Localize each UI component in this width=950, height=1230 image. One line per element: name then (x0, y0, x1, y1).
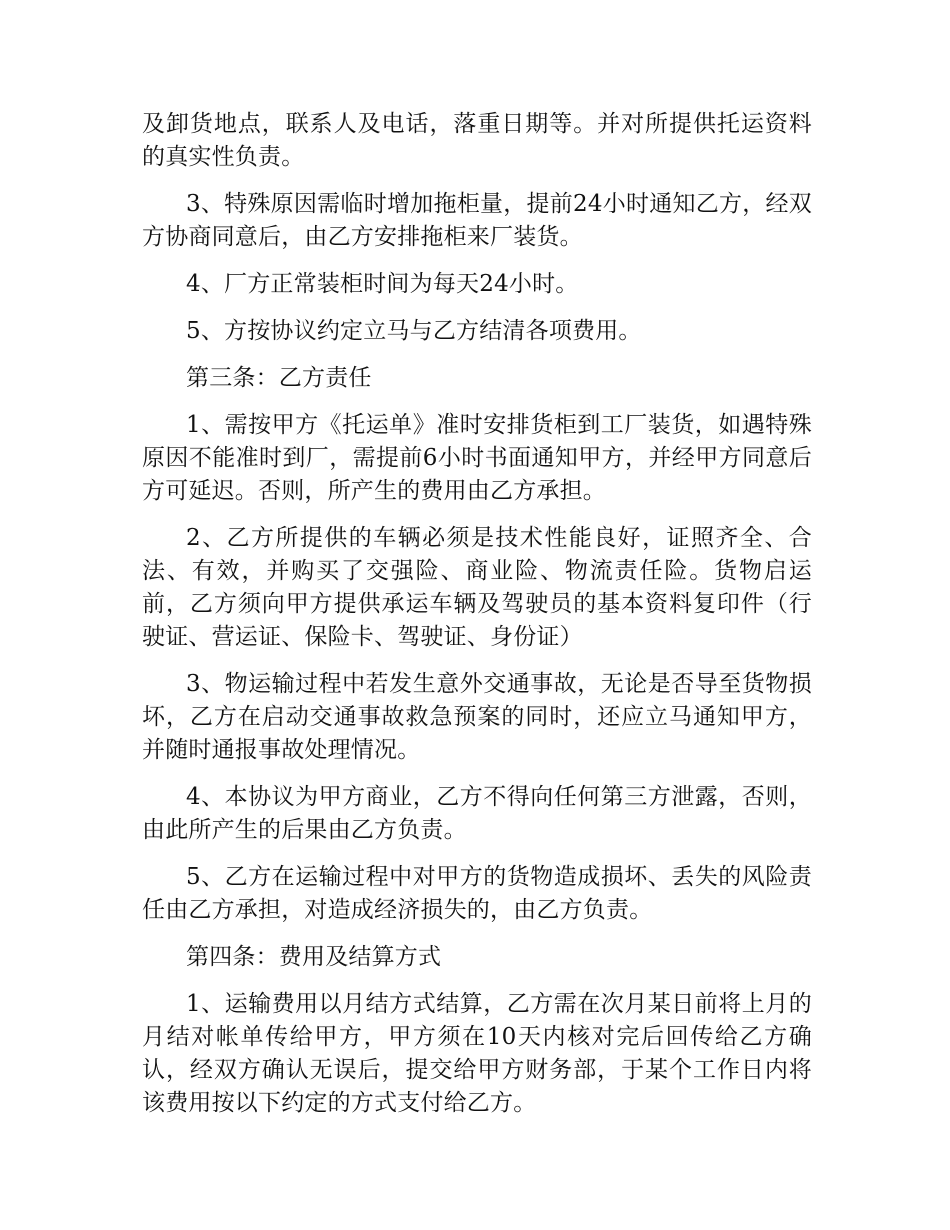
paragraph-clause-2-4: 4、厂方正常装柜时间为每天24小时。 (186, 271, 579, 297)
paragraph-clause-2-3: 3、特殊原因需临时增加拖柜量，提前24小时通知乙方，经双方协商同意后，由乙方安排拖柜来厂装货。 (142, 191, 812, 250)
paragraph-clause-3-2: 2、乙方所提供的车辆必须是技术性能良好，证照齐全、合法、有效，并购买了交强险、商业险、物流责任险。货物启运前，乙方须向甲方提供承运车辆及驾驶员的基本资料复印件（行驶证、营运证、保险卡、驾驶证、身份证） (142, 525, 812, 650)
paragraph-clause-3-4: 4、本协议为甲方商业，乙方不得向任何第三方泄露，否则，由此所产生的后果由乙方负责。 (142, 784, 812, 843)
paragraph-clause-3-3: 3、物运输过程中若发生意外交通事故，无论是否导至货物损坏，乙方在启动交通事故救急预案的同时，还应立马通知甲方，并随时通报事故处理情况。 (142, 671, 812, 763)
paragraph-continuation: 及卸货地点，联系人及电话，落重日期等。并对所提供托运资料的真实性负责。 (142, 111, 812, 170)
paragraph-clause-3-1: 1、需按甲方《托运单》准时安排货柜到工厂装货，如遇特殊原因不能准时到厂，需提前6小时书面通知甲方，并经甲方同意后方可延迟。否则，所产生的费用由乙方承担。 (142, 412, 812, 504)
paragraph-clause-3-5: 5、乙方在运输过程中对甲方的货物造成损坏、丢失的风险责任由乙方承担，对造成经济损失的，由乙方负责。 (142, 864, 812, 923)
paragraph-clause-4-1: 1、运输费用以月结方式结算，乙方需在次月某日前将上月的月结对帐单传给甲方，甲方须在10天内核对完后回传给乙方确认，经双方确认无误后，提交给甲方财务部，于某个工作日内将该费用按以下约定的方式支付给乙方。 (142, 991, 812, 1116)
section-heading-article-4: 第四条：费用及结算方式 (186, 944, 442, 970)
document-page (142, 108, 812, 1134)
paragraph-clause-2-5: 5、方按协议约定立马与乙方结清各项费用。 (186, 318, 642, 344)
section-heading-article-3: 第三条：乙方责任 (186, 365, 372, 391)
